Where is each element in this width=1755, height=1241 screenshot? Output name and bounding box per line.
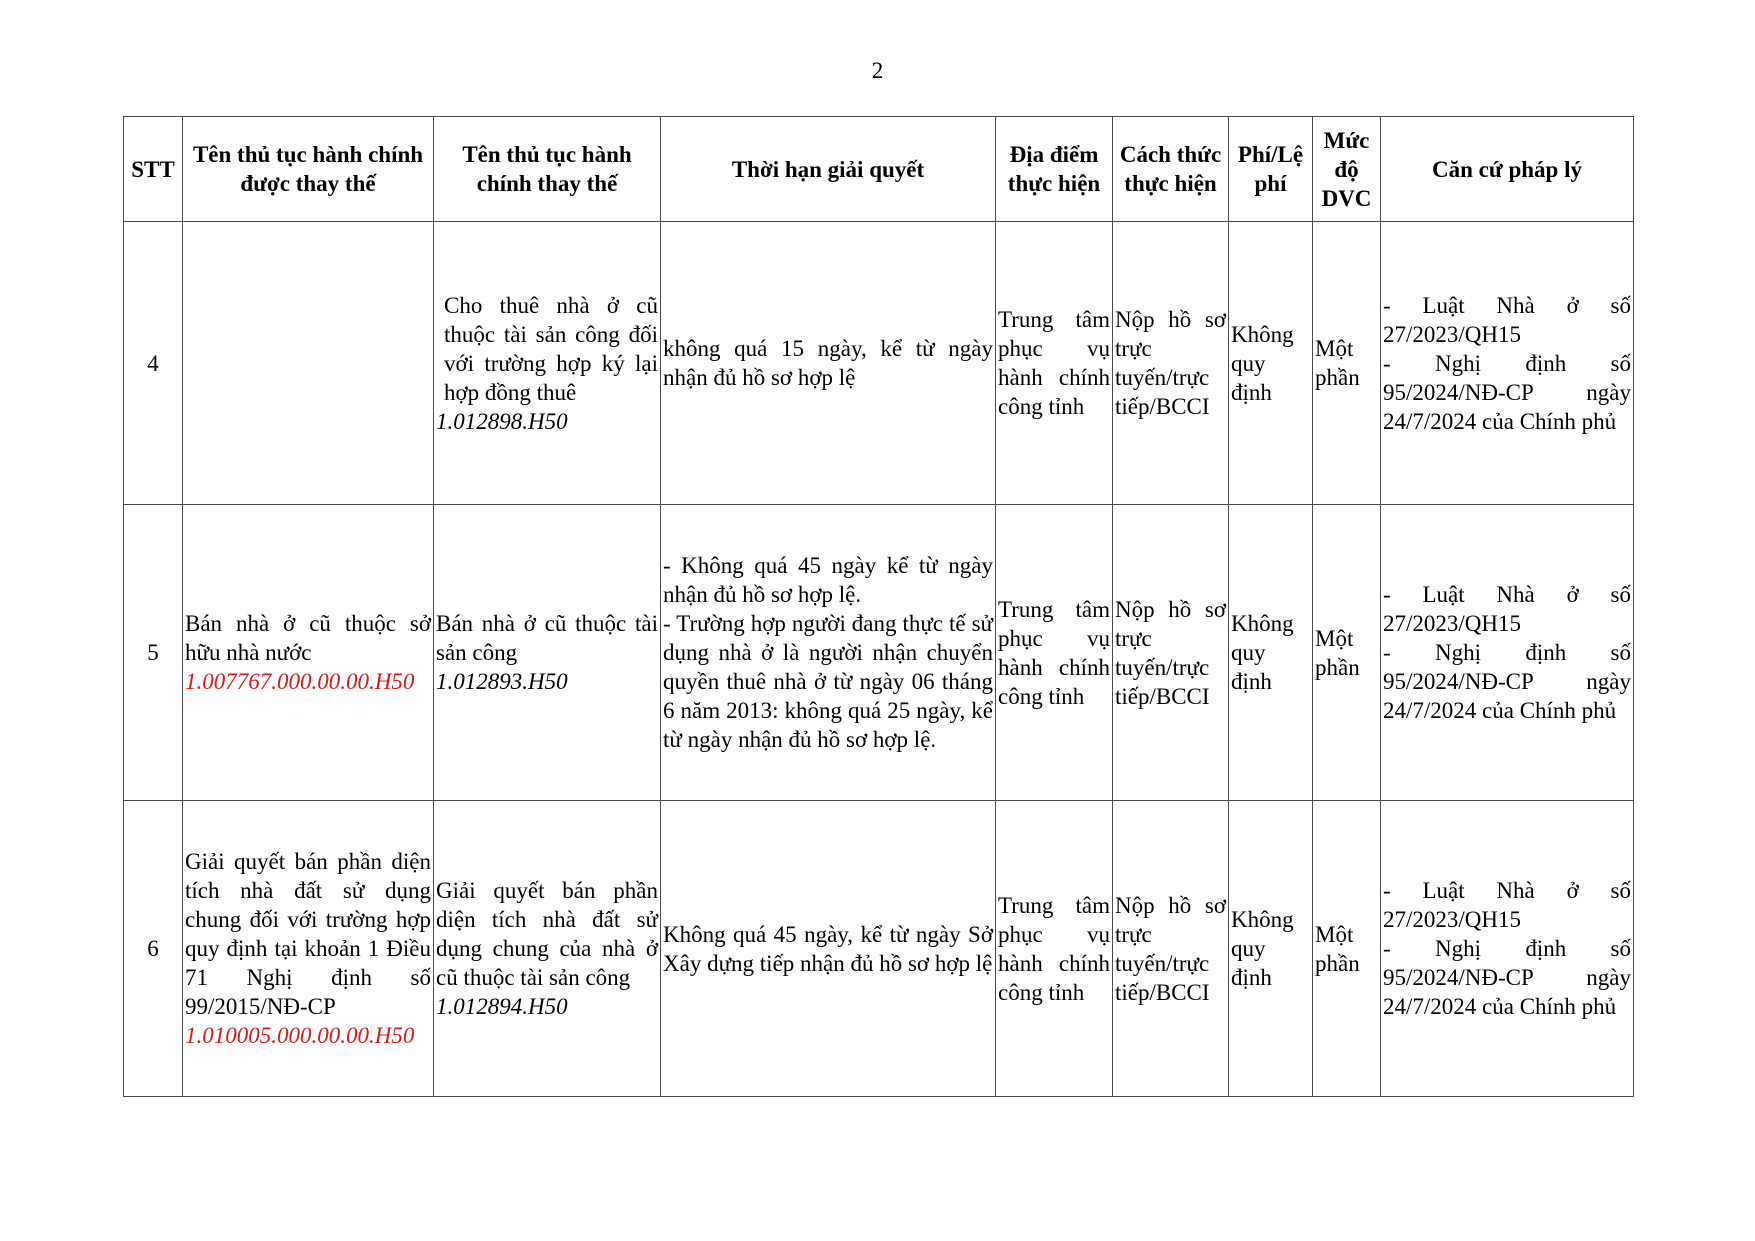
- page-number: 2: [871, 58, 884, 83]
- replacing-name-text: Bán nhà ở cũ thuộc tài sản công: [436, 611, 658, 665]
- cell-deadline: Không quá 45 ngày, kể từ ngày Sở Xây dựng tiếp nhận đủ hồ sơ hợp lệ: [661, 801, 996, 1097]
- cell-fee: Không quy định: [1229, 222, 1313, 505]
- header-location: Địa điểm thực hiện: [996, 117, 1113, 222]
- cell-method: Nộp hồ sơ trực tuyến/trực tiếp/BCCI: [1113, 222, 1229, 505]
- header-fee: Phí/Lệ phí: [1229, 117, 1313, 222]
- cell-replacing-name: [434, 222, 661, 505]
- legal-basis-item: - Luật Nhà ở số 27/2023/QH15: [1383, 878, 1631, 932]
- cell-legal-basis: [1381, 505, 1634, 801]
- legal-basis-item: - Nghị định số 95/2024/NĐ-CP ngày 24/7/2024 của Chính phủ: [1383, 640, 1631, 723]
- cell-replacing-name: [434, 505, 661, 801]
- legal-basis-item: - Luật Nhà ở số 27/2023/QH15: [1383, 582, 1631, 636]
- legal-basis-item: - Nghị định số 95/2024/NĐ-CP ngày 24/7/2024 của Chính phủ: [1383, 350, 1631, 434]
- replacing-code: 1.012893.H50: [436, 669, 568, 694]
- cell-deadline: [661, 505, 996, 801]
- cell-replaced-name: [183, 801, 434, 1097]
- cell-legal-basis: [1381, 222, 1634, 505]
- cell-location: Trung tâm phục vụ hành chính công tỉnh: [996, 505, 1113, 801]
- procedures-table: [123, 116, 1634, 1097]
- cell-fee: Không quy định: [1229, 505, 1313, 801]
- replaced-code: 1.010005.000.00.00.H50: [185, 1023, 415, 1048]
- cell-legal-basis: [1381, 801, 1634, 1097]
- replacing-code: 1.012898.H50: [436, 408, 568, 434]
- header-stt: STT: [124, 117, 183, 222]
- cell-stt: 4: [124, 222, 183, 505]
- deadline-text: - Không quá 45 ngày kể từ ngày nhận đủ hồ sơ hợp lệ.: [663, 553, 993, 607]
- cell-fee: Không quy định: [1229, 801, 1313, 1097]
- replaced-name-text: Giải quyết bán phần diện tích nhà đất sử dụng chung đối với trường hợp quy định tại khoản 1 Điều 71 Nghị định số 99/2015/NĐ-CP: [185, 849, 431, 1019]
- table-row: [124, 222, 1634, 505]
- header-legal-basis: Căn cứ pháp lý: [1381, 117, 1634, 222]
- legal-basis-item: - Luật Nhà ở số 27/2023/QH15: [1383, 292, 1631, 347]
- cell-deadline: không quá 15 ngày, kể từ ngày nhận đủ hồ sơ hợp lệ: [661, 222, 996, 505]
- replacing-name-text: Cho thuê nhà ở cũ thuộc tài sản công đối với trường hợp ký lại hợp đồng thuê: [444, 292, 658, 405]
- header-method: Cách thức thực hiện: [1113, 117, 1229, 222]
- header-replacing-name: Tên thủ tục hành chính thay thế: [434, 117, 661, 222]
- header-deadline: Thời hạn giải quyết: [661, 117, 996, 222]
- cell-level: Một phần: [1313, 222, 1381, 505]
- deadline-text-2: - Trường hợp người đang thực tế sử dụng nhà ở là người nhận chuyển quyền thuê nhà ở từ ngày 06 tháng 6 năm 2013: không quá 25 ngày, kể từ ngày nhận đủ hồ sơ hợp lệ.: [663, 611, 993, 752]
- replaced-name-text: Bán nhà ở cũ thuộc sở hữu nhà nước: [185, 611, 431, 665]
- cell-level: Một phần: [1313, 801, 1381, 1097]
- cell-replaced-name: [183, 505, 434, 801]
- cell-replaced-name: [183, 222, 434, 505]
- table-row: [124, 801, 1634, 1097]
- cell-method: Nộp hồ sơ trực tuyến/trực tiếp/BCCI: [1113, 801, 1229, 1097]
- cell-stt: 5: [124, 505, 183, 801]
- cell-stt: 6: [124, 801, 183, 1097]
- header-row: [124, 117, 1634, 222]
- cell-location: Trung tâm phục vụ hành chính công tỉnh: [996, 801, 1113, 1097]
- cell-method: Nộp hồ sơ trực tuyến/trực tiếp/BCCI: [1113, 505, 1229, 801]
- header-replaced-name: Tên thủ tục hành chính được thay thế: [183, 117, 434, 222]
- cell-level: Một phần: [1313, 505, 1381, 801]
- table-row: [124, 505, 1634, 801]
- header-level: Mức độ DVC: [1313, 117, 1381, 222]
- replaced-code: 1.007767.000.00.00.H50: [185, 669, 415, 694]
- legal-basis-item: - Nghị định số 95/2024/NĐ-CP ngày 24/7/2024 của Chính phủ: [1383, 936, 1631, 1019]
- cell-location: Trung tâm phục vụ hành chính công tỉnh: [996, 222, 1113, 505]
- replacing-code: 1.012894.H50: [436, 994, 568, 1019]
- replacing-name-text: Giải quyết bán phần diện tích nhà đất sử dụng chung của nhà ở cũ thuộc tài sản công: [436, 878, 658, 990]
- cell-replacing-name: [434, 801, 661, 1097]
